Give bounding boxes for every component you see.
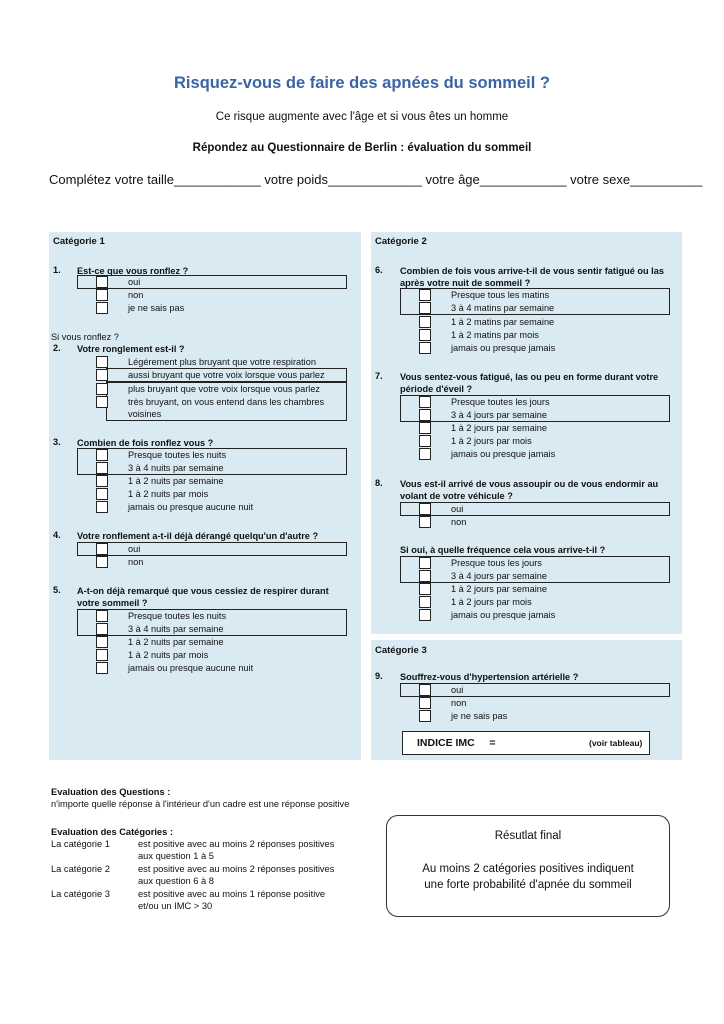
option-label: Presque tous les jours <box>451 558 542 568</box>
checkbox[interactable] <box>96 475 108 487</box>
option-label: 1 à 2 jours par mois <box>451 436 532 446</box>
option-label: aussi bruyant que votre voix lorsque vous parlez <box>128 370 325 380</box>
checkbox[interactable] <box>96 543 108 555</box>
checkbox[interactable] <box>419 609 431 621</box>
checkbox[interactable] <box>419 710 431 722</box>
checkbox[interactable] <box>419 316 431 328</box>
final-result-text-line2: une forte probabilité d'apnée du sommeil <box>424 879 632 891</box>
question-number: 3. <box>53 437 61 447</box>
option-label: Presque toutes les nuits <box>128 611 227 621</box>
checkbox[interactable] <box>96 488 108 500</box>
checkbox[interactable] <box>96 383 108 395</box>
option-label: 1 à 2 jours par mois <box>451 597 532 607</box>
category-rule-label: La catégorie 3 <box>51 889 110 899</box>
option-label: non <box>451 517 467 527</box>
evaluation-categories-title: Evaluation des Catégories : <box>51 827 173 837</box>
checkbox[interactable] <box>419 516 431 528</box>
checkbox[interactable] <box>96 556 108 568</box>
checkbox[interactable] <box>419 302 431 314</box>
option-label: 1 à 2 nuits par semaine <box>128 476 224 486</box>
category-rule-text: est positive avec au moins 2 réponses positives <box>138 839 335 849</box>
option-label: Légérement plus bruyant que votre respiration <box>128 357 316 367</box>
option-label: 1 à 2 jours par semaine <box>451 423 548 433</box>
option-label: jamais ou presque aucune nuit <box>128 502 254 512</box>
positive-answer-frame <box>77 275 347 289</box>
checkbox[interactable] <box>96 501 108 513</box>
question-8-text: Vous est-il arrivé de vous assoupir ou de vous endormir au <box>400 479 659 489</box>
question-4-text: Votre ronflement a-t-il déjà dérangé quelqu'un d'autre ? <box>77 531 319 541</box>
option-label: 1 à 2 nuits par semaine <box>128 637 224 647</box>
option-label: oui <box>128 544 141 554</box>
checkbox[interactable] <box>419 422 431 434</box>
option-label: jamais ou presque jamais <box>451 610 556 620</box>
checkbox[interactable] <box>96 396 108 408</box>
option-label: Presque toutes les nuits <box>128 450 227 460</box>
evaluation-questions-title: Evaluation des Questions : <box>51 787 171 797</box>
option-label: 1 à 2 nuits par mois <box>128 489 209 499</box>
option-label: oui <box>451 504 464 514</box>
category-rule-text-line2: aux question 6 à 8 <box>138 876 214 886</box>
category-rule-label: La catégorie 1 <box>51 839 110 849</box>
question-7-text: Vous sentez-vous fatigué, las ou peu en forme durant votre <box>400 372 659 382</box>
option-label: oui <box>128 277 141 287</box>
if-snore-label: Si vous ronflez ? <box>51 332 119 342</box>
checkbox[interactable] <box>419 448 431 460</box>
question-2-text: Votre ronglement est-il ? <box>77 344 185 354</box>
checkbox[interactable] <box>419 596 431 608</box>
checkbox[interactable] <box>419 583 431 595</box>
final-result-box <box>386 815 670 917</box>
question-5-text: A-t-on déjà remarqué que vous cessiez de respirer durant <box>77 586 329 596</box>
checkbox[interactable] <box>96 356 108 368</box>
checkbox[interactable] <box>96 462 108 474</box>
question-5-text-line2: votre sommeil ? <box>77 598 148 608</box>
checkbox[interactable] <box>419 557 431 569</box>
option-label: non <box>128 557 144 567</box>
imc-note: (voir tableau) <box>589 738 643 748</box>
option-label: je ne sais pas <box>451 711 508 721</box>
final-result-title: Résutlat final <box>494 830 562 842</box>
option-label: 3 à 4 nuits par semaine <box>128 624 224 634</box>
option-label: voisines <box>128 409 162 419</box>
imc-label: INDICE IMC = <box>417 737 496 749</box>
checkbox[interactable] <box>419 570 431 582</box>
positive-answer-frame <box>400 502 670 516</box>
final-result-text: Au moins 2 catégories positives indiquent <box>422 863 634 875</box>
category-rule-row <box>51 863 361 888</box>
question-number: 9. <box>375 671 383 681</box>
category-rule-text: est positive avec au moins 1 réponse positive <box>138 889 326 899</box>
checkbox[interactable] <box>419 435 431 447</box>
option-label: non <box>451 698 467 708</box>
checkbox[interactable] <box>419 396 431 408</box>
checkbox[interactable] <box>96 610 108 622</box>
category-rule-row <box>51 888 361 913</box>
category-rule-text-line2: et/ou un IMC > 30 <box>138 901 213 911</box>
question-9-text: Souffrez-vous d'hypertension artérielle ? <box>400 672 579 682</box>
positive-answer-frame <box>400 683 670 697</box>
option-label: jamais ou presque aucune nuit <box>128 663 254 673</box>
option-label: très bruyant, on vous entend dans les chambres <box>128 397 325 407</box>
option-label: jamais ou presque jamais <box>451 343 556 353</box>
question-6-text: Combien de fois vous arrive-t-il de vous sentir fatigué ou las <box>400 266 664 276</box>
question-number: 1. <box>53 265 61 275</box>
question-1-text: Est-ce que vous ronflez ? <box>77 266 189 276</box>
option-label: 1 à 2 jours par semaine <box>451 584 548 594</box>
checkbox[interactable] <box>419 684 431 696</box>
option-label: je ne sais pas <box>128 303 185 313</box>
question-number: 2. <box>53 343 61 353</box>
checkbox[interactable] <box>96 302 108 314</box>
page-title: Risquez-vous de faire des apnées du sommeil ? <box>174 74 550 92</box>
option-label: plus bruyant que votre voix lorsque vous parlez <box>128 384 321 394</box>
checkbox[interactable] <box>96 369 108 381</box>
questionnaire-heading: Répondez au Questionnaire de Berlin : évaluation du sommeil <box>192 142 532 154</box>
checkbox[interactable] <box>96 449 108 461</box>
evaluation-section <box>51 786 361 913</box>
category-rule-text: est positive avec au moins 2 réponses positives <box>138 864 335 874</box>
checkbox[interactable] <box>419 409 431 421</box>
option-label: 3 à 4 nuits par semaine <box>128 463 224 473</box>
option-label: 3 à 4 jours par semaine <box>451 571 548 581</box>
imc-input-box[interactable] <box>402 731 650 755</box>
option-label: 3 à 4 matins par semaine <box>451 303 555 313</box>
evaluation-questions-text: n'importe quelle réponse à l'intérieur d'un cadre est une réponse positive <box>51 799 350 809</box>
question-number: 8. <box>375 478 383 488</box>
checkbox[interactable] <box>419 342 431 354</box>
option-label: oui <box>451 685 464 695</box>
category-3-title: Catégorie 3 <box>375 645 427 656</box>
question-number: 7. <box>375 371 383 381</box>
checkbox[interactable] <box>96 289 108 301</box>
checkbox[interactable] <box>96 276 108 288</box>
question-7-text-line2: période d'éveil ? <box>400 384 473 394</box>
option-label: Presque toutes les jours <box>451 397 550 407</box>
personal-info-line[interactable]: Complétez votre taille____________ votre poids_____________ votre âge____________ votre sexe__________ <box>49 172 703 187</box>
option-label: 3 à 4 jours par semaine <box>451 410 548 420</box>
checkbox[interactable] <box>96 662 108 674</box>
checkbox[interactable] <box>96 623 108 635</box>
checkbox[interactable] <box>419 289 431 301</box>
positive-answer-frame <box>77 542 347 556</box>
question-number: 4. <box>53 530 61 540</box>
checkbox[interactable] <box>419 329 431 341</box>
category-rule-row <box>51 838 361 863</box>
option-label: Presque tous les matins <box>451 290 550 300</box>
checkbox[interactable] <box>96 649 108 661</box>
option-label: non <box>128 290 144 300</box>
option-label: 1 à 2 nuits par mois <box>128 650 209 660</box>
question-number: 6. <box>375 265 383 275</box>
category-2-title: Catégorie 2 <box>375 236 427 247</box>
category-1-title: Catégorie 1 <box>53 236 105 247</box>
checkbox[interactable] <box>419 503 431 515</box>
question-3-text: Combien de fois ronflez vous ? <box>77 438 214 448</box>
question-6-text-line2: après votre nuit de sommeil ? <box>400 278 531 288</box>
checkbox[interactable] <box>96 636 108 648</box>
question-number: 5. <box>53 585 61 595</box>
category-rule-label: La catégorie 2 <box>51 864 110 874</box>
subtitle: Ce risque augmente avec l'âge et si vous êtes un homme <box>215 111 509 123</box>
question-8b-text: Si oui, à quelle fréquence cela vous arrive-t-il ? <box>400 545 606 555</box>
option-label: jamais ou presque jamais <box>451 449 556 459</box>
question-8-text-line2: volant de votre véhicule ? <box>400 491 513 501</box>
option-label: 1 à 2 matins par semaine <box>451 317 555 327</box>
checkbox[interactable] <box>419 697 431 709</box>
option-label: 1 à 2 matins par mois <box>451 330 539 340</box>
category-rule-text-line2: aux question 1 à 5 <box>138 851 214 861</box>
